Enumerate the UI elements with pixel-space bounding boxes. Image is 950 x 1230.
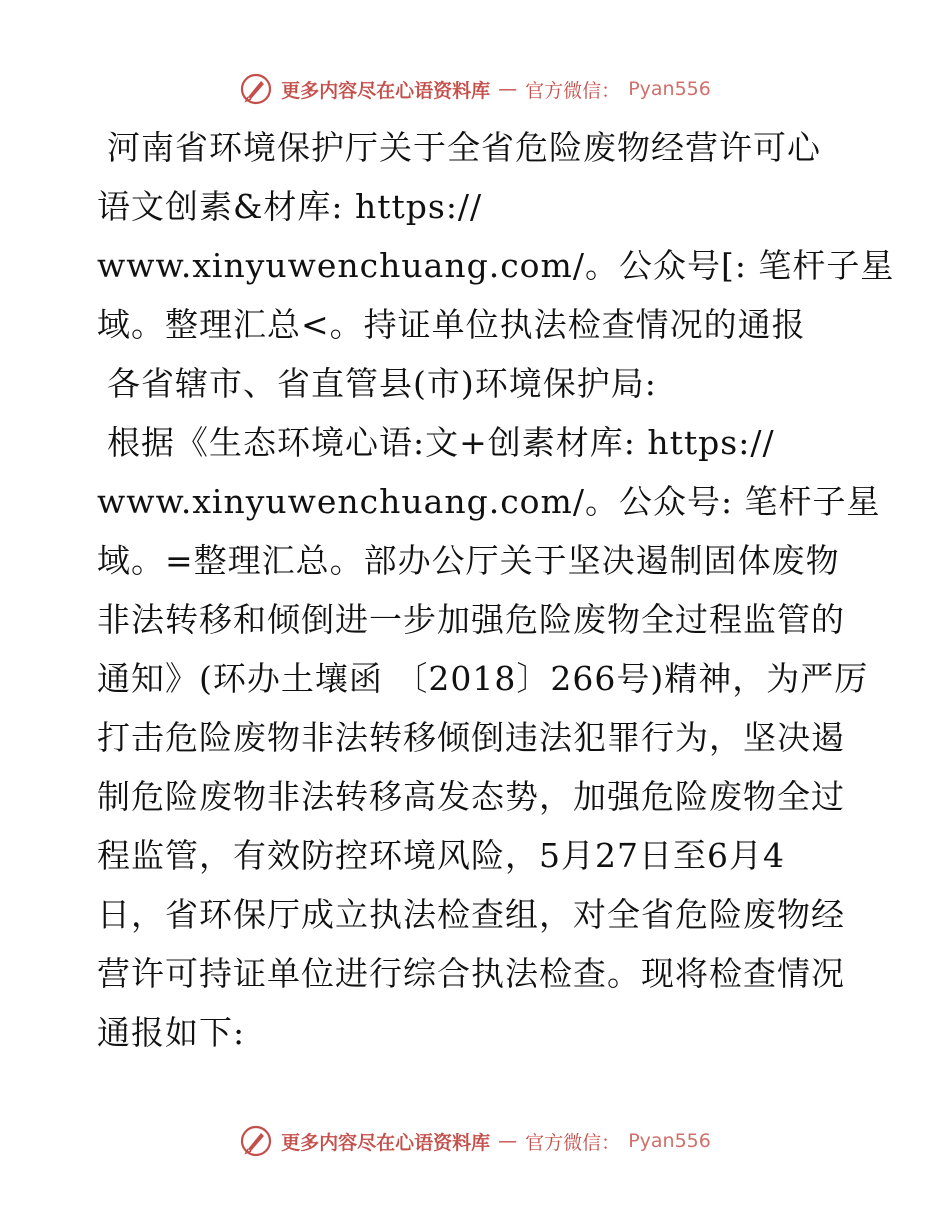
header-wechat-label: 官方微信：: [525, 79, 621, 102]
header-banner: [0, 72, 950, 106]
document-title: [97, 118, 895, 354]
header-brand-text: 更多内容尽在心语资料库: [281, 79, 491, 102]
intro-line: 非法转移和倾倒进一步加强危险废物全过程监管的: [97, 600, 845, 639]
quill-logo-icon: [239, 1124, 273, 1158]
intro-line: 打击危险废物非法转移倾倒违法犯罪行为，坚决遏: [97, 718, 845, 757]
footer-dash: —: [498, 1130, 518, 1152]
footer-wechat-id: Pyan556: [628, 1130, 711, 1152]
quill-logo-icon: [239, 72, 273, 106]
header-dash: —: [498, 78, 518, 100]
salutation: [97, 354, 877, 413]
intro-line: 域。=整理汇总。部办公厅关于坚决遏制固体废物: [97, 541, 840, 580]
intro-line: www.xinyuwenchuang.com/。公众号: 笔杆子星: [97, 482, 881, 521]
title-line: 河南省环境保护厅关于全省危险废物经营许可心: [107, 128, 821, 167]
title-line: 域。整理汇总<。持证单位执法检查情况的通报: [97, 305, 806, 344]
header-wechat-id: Pyan556: [628, 78, 711, 100]
title-line: www.xinyuwenchuang.com/。公众号[: 笔杆子星: [97, 246, 895, 285]
intro-line: 营许可持证单位进行综合执法检查。现将检查情况: [97, 954, 845, 993]
title-line: 语文创素&材库: https://: [97, 187, 483, 226]
footer-banner: [0, 1124, 950, 1158]
intro-line: 根据《生态环境心语:文+创素材库: https://: [107, 423, 775, 462]
intro-line: 日，省环保厅成立执法检查组，对全省危险废物经: [97, 895, 845, 934]
intro-line: 程监管，有效防控环境风险，5月27日至6月4: [97, 836, 785, 875]
footer-wechat-label: 官方微信：: [525, 1131, 621, 1154]
document-body: [97, 118, 895, 1062]
intro-paragraph: [97, 413, 881, 1062]
intro-line: 通知》(环办土壤函 〔2018〕266号)精神，为严厉: [97, 659, 869, 698]
footer-brand-text: 更多内容尽在心语资料库: [281, 1131, 491, 1154]
intro-line: 通报如下:: [97, 1013, 246, 1052]
salutation-line: 各省辖市、省直管县(市)环境保护局:: [107, 364, 657, 403]
intro-line: 制危险废物非法转移高发态势，加强危险废物全过: [97, 777, 845, 816]
